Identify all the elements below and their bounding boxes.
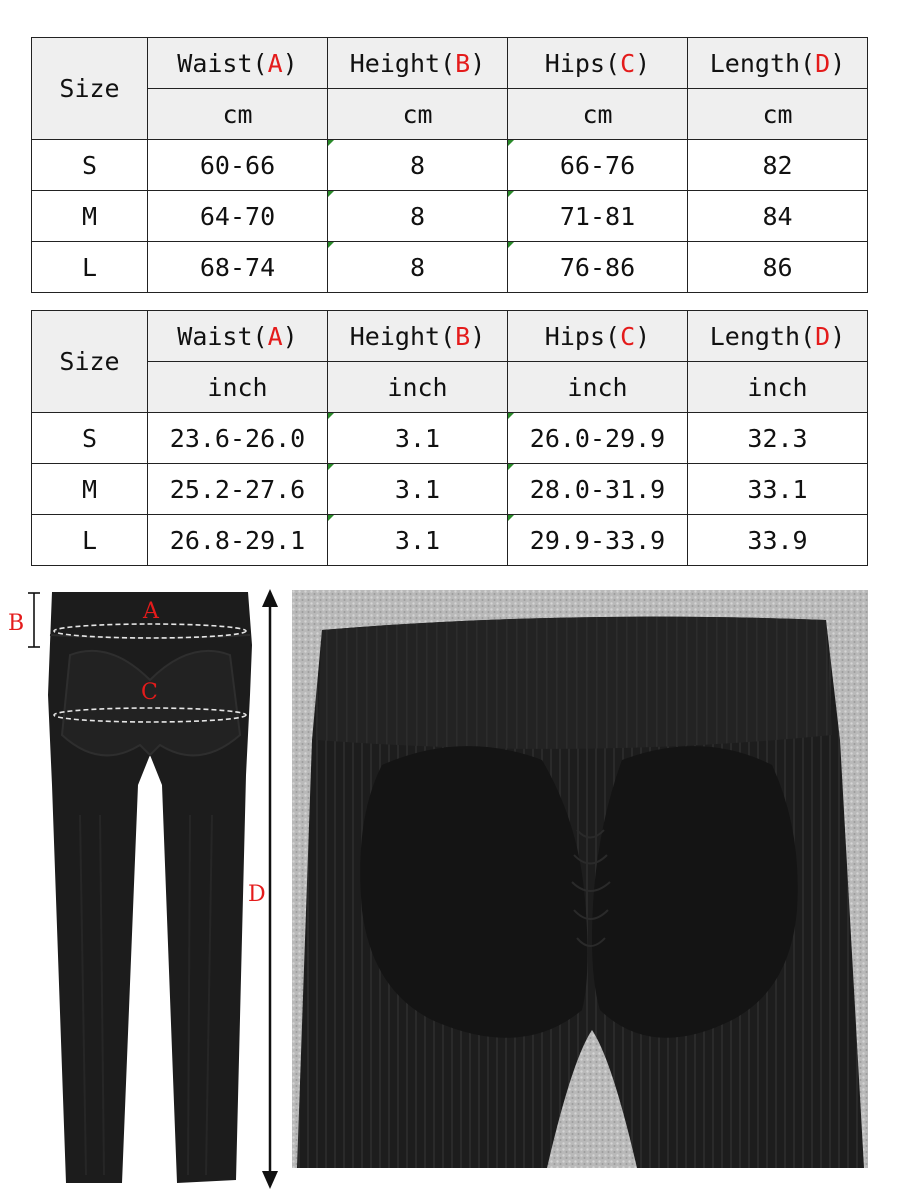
value-cell: 32.3 [688, 413, 868, 464]
value-cell: 29.9-33.9 [508, 515, 688, 566]
size-header: Size [32, 311, 148, 413]
product-photo [292, 590, 868, 1168]
value-cell: 82 [688, 140, 868, 191]
size-header: Size [32, 38, 148, 140]
value-cell: 23.6-26.0 [148, 413, 328, 464]
size-cell: L [32, 515, 148, 566]
height-header: Height(B) [328, 38, 508, 89]
size-chart-cm [31, 37, 868, 293]
value-cell: 8 [328, 140, 508, 191]
unit-cell: inch [688, 362, 868, 413]
value-cell: 26.0-29.9 [508, 413, 688, 464]
header-row [32, 311, 868, 362]
value-cell: 3.1 [328, 464, 508, 515]
length-arrow-head-bottom [262, 1171, 278, 1189]
waist-header: Waist(A) [148, 311, 328, 362]
table-row [32, 242, 868, 293]
value-cell: 26.8-29.1 [148, 515, 328, 566]
waistband [317, 617, 832, 749]
unit-row [32, 362, 868, 413]
size-cell: L [32, 242, 148, 293]
unit-cell: inch [328, 362, 508, 413]
hips-header: Hips(C) [508, 311, 688, 362]
size-cell: S [32, 140, 148, 191]
value-cell: 28.0-31.9 [508, 464, 688, 515]
value-cell: 68-74 [148, 242, 328, 293]
label-a: A [143, 599, 159, 624]
length-arrow-head-top [262, 589, 278, 607]
height-bracket [28, 593, 40, 647]
unit-cell: cm [508, 89, 688, 140]
size-chart-inch [31, 310, 868, 566]
value-cell: 66-76 [508, 140, 688, 191]
value-cell: 8 [328, 242, 508, 293]
label-d: D [248, 882, 266, 907]
table-row [32, 515, 868, 566]
label-c: C [141, 680, 158, 705]
size-cell: M [32, 191, 148, 242]
table-row [32, 464, 868, 515]
value-cell: 64-70 [148, 191, 328, 242]
unit-cell: cm [688, 89, 868, 140]
length-header: Length(D) [688, 38, 868, 89]
table-row [32, 413, 868, 464]
height-header: Height(B) [328, 311, 508, 362]
value-cell: 60-66 [148, 140, 328, 191]
value-cell: 84 [688, 191, 868, 242]
value-cell: 25.2-27.6 [148, 464, 328, 515]
unit-cell: inch [508, 362, 688, 413]
measurement-diagram [0, 585, 290, 1200]
value-cell: 86 [688, 242, 868, 293]
value-cell: 8 [328, 191, 508, 242]
header-row [32, 38, 868, 89]
size-cell: S [32, 413, 148, 464]
value-cell: 3.1 [328, 413, 508, 464]
value-cell: 76-86 [508, 242, 688, 293]
unit-row [32, 89, 868, 140]
value-cell: 3.1 [328, 515, 508, 566]
hips-header: Hips(C) [508, 38, 688, 89]
length-header: Length(D) [688, 311, 868, 362]
value-cell: 33.1 [688, 464, 868, 515]
table-row [32, 140, 868, 191]
unit-cell: inch [148, 362, 328, 413]
unit-cell: cm [328, 89, 508, 140]
waist-header: Waist(A) [148, 38, 328, 89]
table-row [32, 191, 868, 242]
value-cell: 33.9 [688, 515, 868, 566]
size-cell: M [32, 464, 148, 515]
value-cell: 71-81 [508, 191, 688, 242]
unit-cell: cm [148, 89, 328, 140]
label-b: B [8, 611, 25, 636]
